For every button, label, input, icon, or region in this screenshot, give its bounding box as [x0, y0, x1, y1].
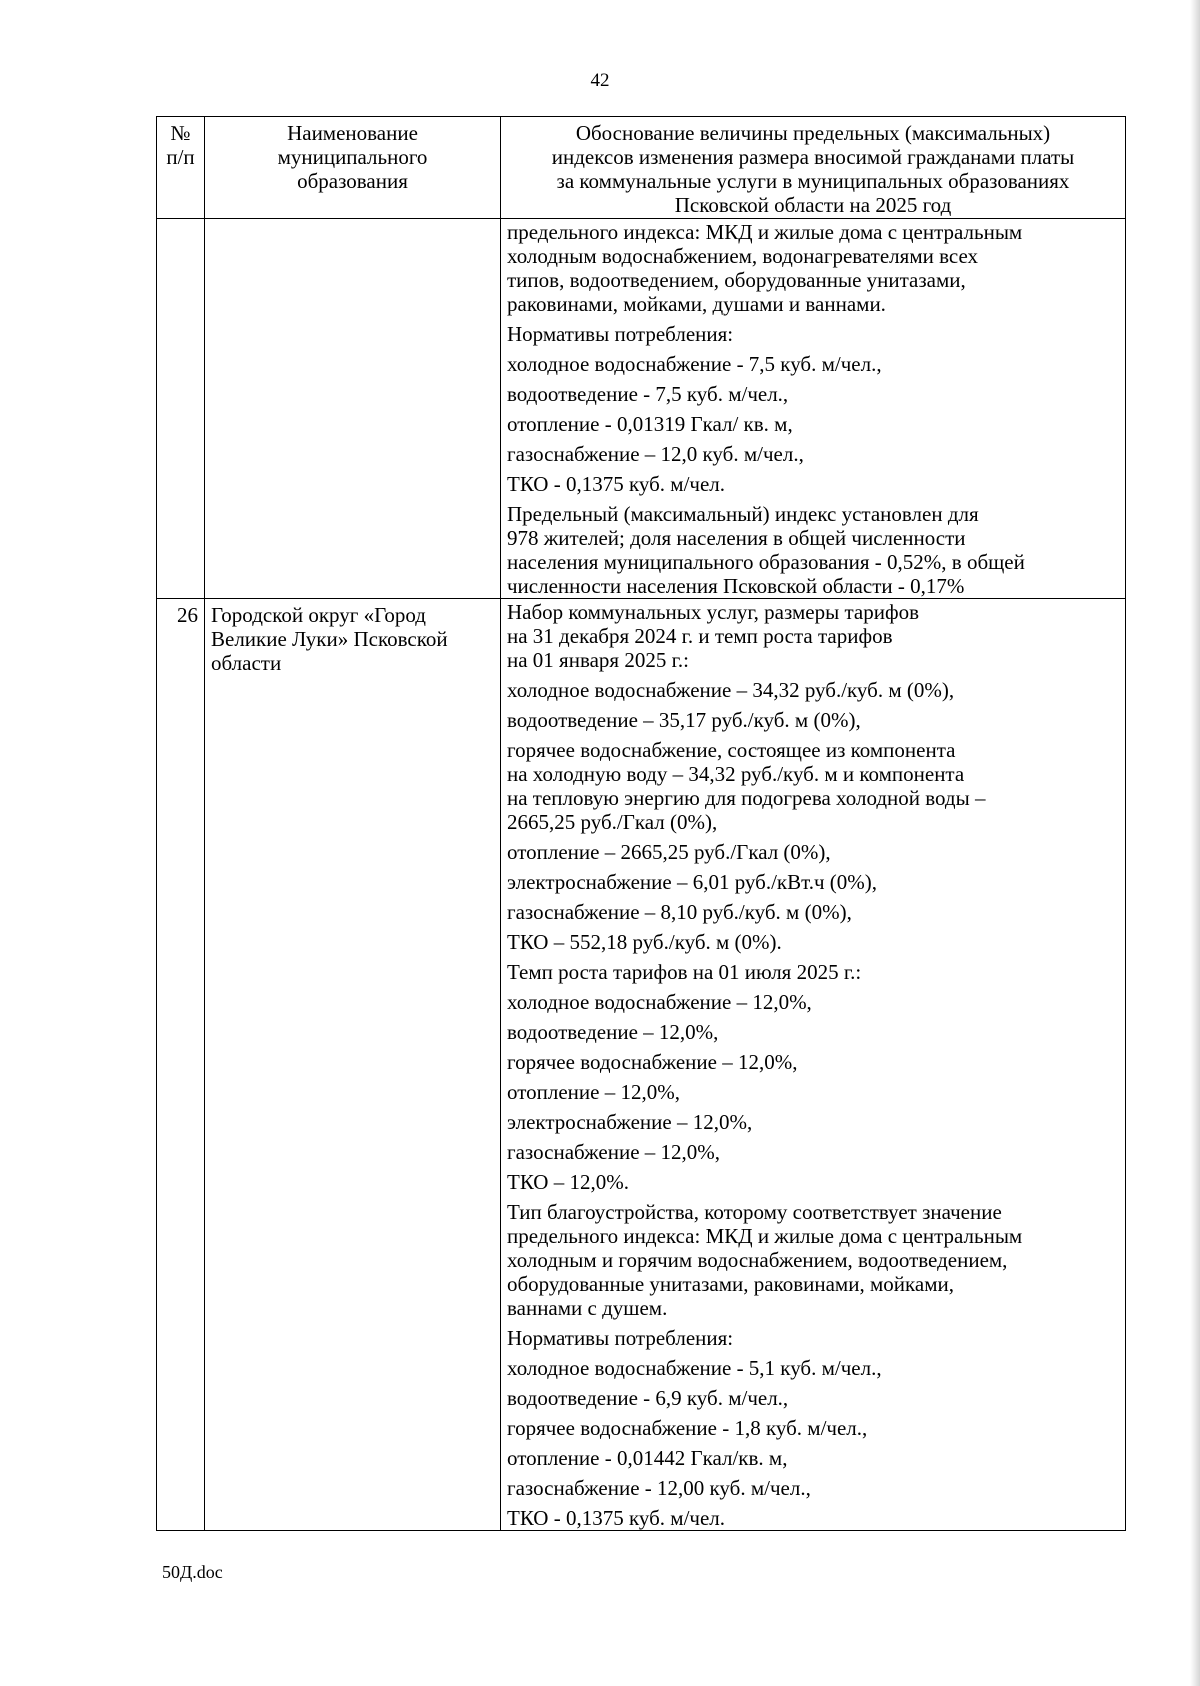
- scan-edge-shadow: [1190, 0, 1200, 1686]
- justification-paragraph: горячее водоснабжение - 1,8 куб. м/чел.,: [507, 1416, 868, 1440]
- municipality-name: Городской округ «Город Великие Луки» Псковской области: [211, 603, 448, 675]
- justification-paragraph: газоснабжение – 8,10 руб./куб. м (0%),: [507, 900, 852, 924]
- justification-paragraph: Предельный (максимальный) индекс установлен для 978 жителей; доля населения в общей численности населения муниципального образования - 0,52%, в общей численности населения Псковской области - 0,17%: [507, 502, 1025, 598]
- justification-paragraph: Тип благоустройства, которому соответствует значение предельного индекса: МКД и жилые дома с центральным холодным и горячим водоснабжением, водоотведением, оборудованные унитазами, раковинами, мойками, ваннами с душем.: [507, 1200, 1023, 1320]
- municipality-name: [205, 219, 500, 223]
- justification-paragraph: электроснабжение – 6,01 руб./кВт.ч (0%),: [507, 870, 878, 894]
- row-number-cell: [157, 219, 205, 599]
- row-number: [157, 219, 204, 223]
- table-header-row: [157, 117, 1126, 219]
- justification-paragraph: водоотведение – 12,0%,: [507, 1020, 719, 1044]
- footer-filename: 50Д.doc: [162, 1562, 223, 1582]
- header-justification-label: Обоснование величины предельных (максимальных) индексов изменения размера вносимой гражданами платы за коммунальные услуги в муниципальных образованиях Псковской области на 2025 год: [551, 121, 1075, 217]
- row-number-cell: [157, 599, 205, 1531]
- table-row: [157, 599, 1126, 1531]
- justification-paragraph: холодное водоснабжение – 34,32 руб./куб. м (0%),: [507, 678, 955, 702]
- justification-paragraph: газоснабжение – 12,0 куб. м/чел.,: [507, 442, 804, 466]
- justification-cell: [501, 599, 1126, 1531]
- justification-paragraph: холодное водоснабжение - 7,5 куб. м/чел.,: [507, 352, 882, 376]
- justification-paragraph: отопление – 2665,25 руб./Гкал (0%),: [507, 840, 831, 864]
- header-num-label: № п/п: [166, 121, 195, 169]
- municipality-name-cell: [205, 599, 501, 1531]
- page-number: 42: [590, 70, 610, 91]
- justification-paragraph: ТКО - 0,1375 куб. м/чел.: [507, 472, 726, 496]
- justification-paragraph: отопление - 0,01319 Гкал/ кв. м,: [507, 412, 793, 436]
- row-number: 26: [177, 603, 198, 627]
- justification-paragraph: ТКО - 0,1375 куб. м/чел.: [507, 1506, 726, 1530]
- justification-paragraph: Набор коммунальных услуг, размеры тарифов на 31 декабря 2024 г. и темп роста тарифов на 01 января 2025 г.:: [507, 600, 919, 672]
- header-cell-name: [205, 117, 501, 219]
- justification-paragraph: Темп роста тарифов на 01 июля 2025 г.:: [507, 960, 862, 984]
- justification-paragraph: ТКО – 552,18 руб./куб. м (0%).: [507, 930, 782, 954]
- justification-paragraph: водоотведение - 6,9 куб. м/чел.,: [507, 1386, 789, 1410]
- justification-paragraph: газоснабжение – 12,0%,: [507, 1140, 721, 1164]
- justification-paragraph: Нормативы потребления:: [507, 1326, 734, 1350]
- justification-paragraph: отопление – 12,0%,: [507, 1080, 680, 1104]
- justification-paragraph: холодное водоснабжение – 12,0%,: [507, 990, 812, 1014]
- header-cell-justification: [501, 117, 1126, 219]
- justification-paragraph: электроснабжение – 12,0%,: [507, 1110, 753, 1134]
- justification-paragraph: горячее водоснабжение, состоящее из компонента на холодную воду – 34,32 руб./куб. м и компонента на тепловую энергию для подогрева холодной воды – 2665,25 руб./Гкал (0%),: [507, 738, 986, 834]
- municipality-name-cell: [205, 219, 501, 599]
- header-name-label: Наименование муниципального образования: [277, 121, 428, 193]
- justification-paragraph: предельного индекса: МКД и жилые дома с центральным холодным водоснабжением, водонагревателями всех типов, водоотведением, оборудованные унитазами, раковинами, мойками, душами и ваннами.: [507, 220, 1023, 316]
- justification-paragraph: водоотведение - 7,5 куб. м/чел.,: [507, 382, 789, 406]
- justification-paragraph: горячее водоснабжение – 12,0%,: [507, 1050, 798, 1074]
- header-cell-num: [157, 117, 205, 219]
- justification-paragraph: водоотведение – 35,17 руб./куб. м (0%),: [507, 708, 861, 732]
- justification-paragraph: холодное водоснабжение - 5,1 куб. м/чел.,: [507, 1356, 882, 1380]
- justification-paragraph: ТКО – 12,0%.: [507, 1170, 629, 1194]
- justification-paragraph: газоснабжение - 12,00 куб. м/чел.,: [507, 1476, 811, 1500]
- justification-paragraph: отопление - 0,01442 Гкал/кв. м,: [507, 1446, 788, 1470]
- tariff-index-table: [156, 116, 1126, 1531]
- table-row: [157, 219, 1126, 599]
- justification-cell: [501, 219, 1126, 599]
- justification-paragraph: Нормативы потребления:: [507, 322, 734, 346]
